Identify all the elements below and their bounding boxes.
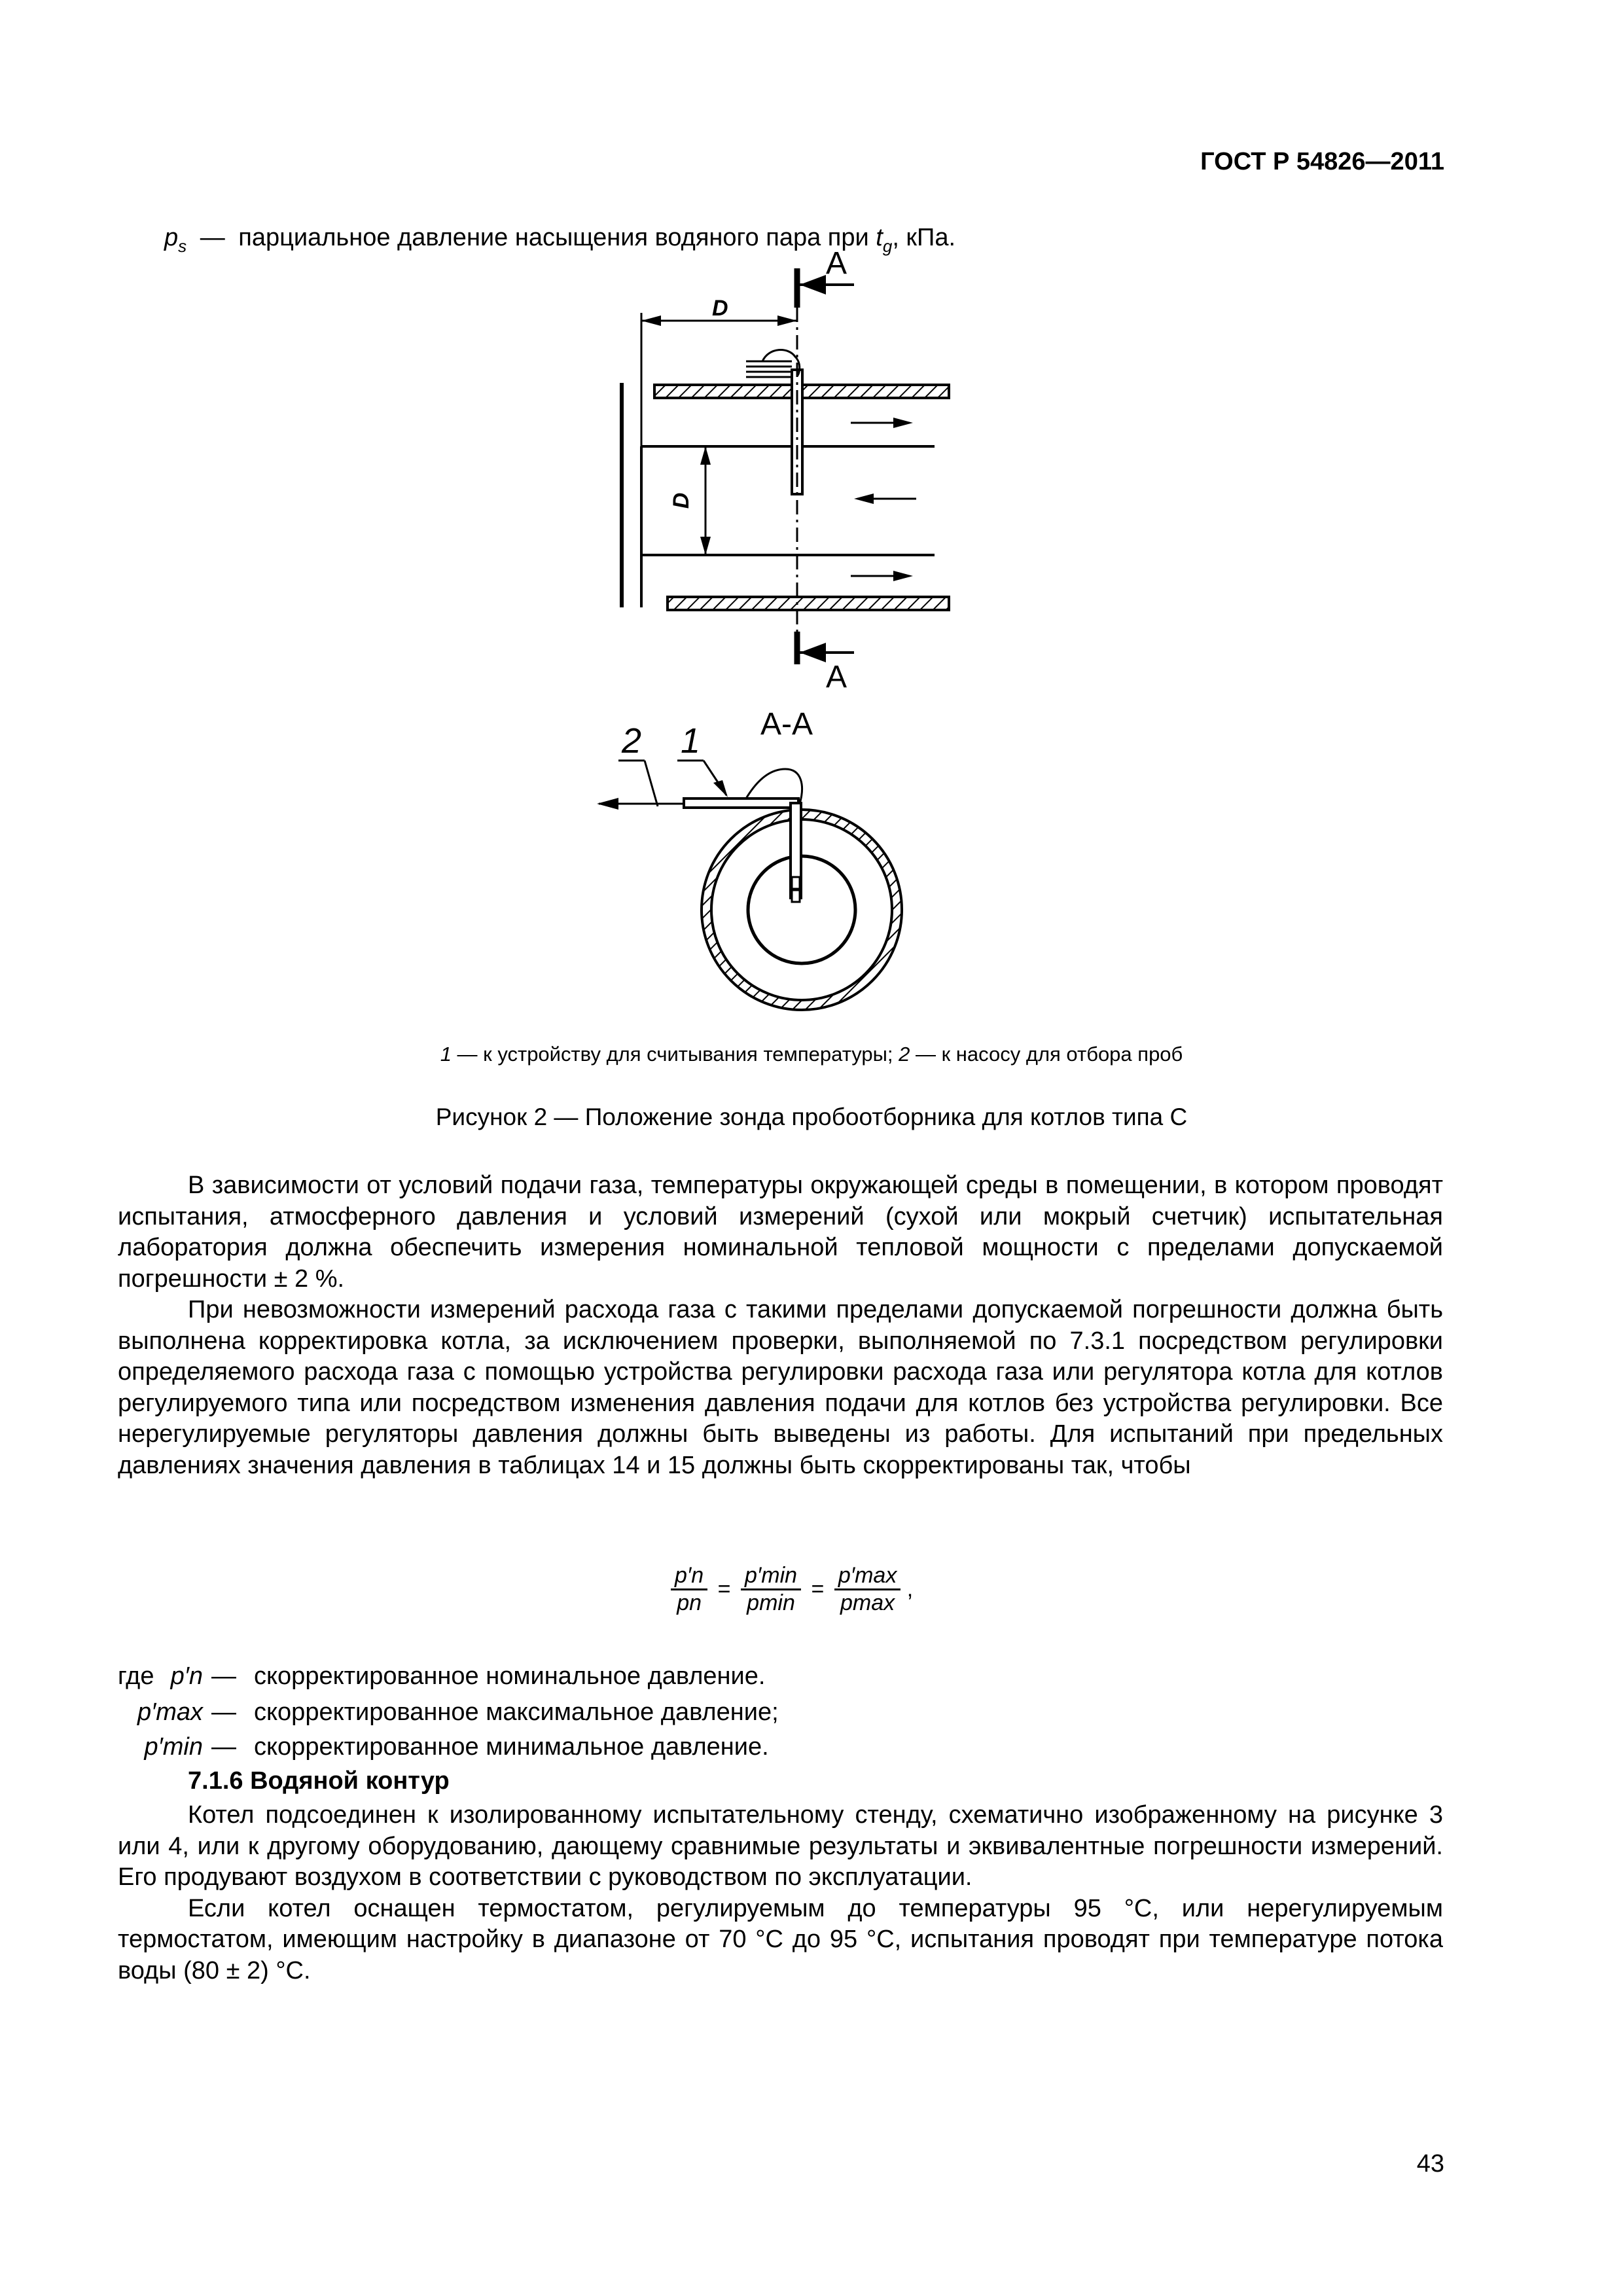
flow-arrow-bottom: [851, 571, 913, 581]
tg-subscript: g: [882, 236, 893, 256]
legend-text-1: — к устройству для считывания температуры;: [451, 1043, 899, 1066]
section-mark-top: [797, 246, 854, 308]
definition-row: [0, 1698, 1623, 1731]
formula-den-3: pmax: [840, 1590, 895, 1615]
document-header: ГОСТ Р 54826—2011: [1200, 148, 1444, 175]
formula-eq-2: =: [811, 1577, 825, 1602]
formula-num-3: p′max: [834, 1563, 901, 1590]
flow-arrow-top: [851, 418, 913, 428]
figure-caption: Рисунок 2 — Положение зонда пробоотборника для котлов типа С: [435, 1103, 1188, 1130]
formula-den-1: pn: [677, 1590, 702, 1615]
dimension-d-vertical: [669, 446, 711, 555]
definition-text: скорректированное номинальное давление.: [254, 1662, 766, 1690]
definition-row: [0, 1733, 1623, 1766]
legend-text-2: — к насосу для отбора проб: [910, 1043, 1183, 1066]
where-word: где: [118, 1662, 154, 1690]
page-number: 43: [1416, 2150, 1444, 2178]
section-pipes: [702, 803, 902, 1010]
section-body: [118, 1800, 1443, 1986]
formula-tail: ,: [906, 1577, 914, 1602]
section-label-bottom: A: [826, 660, 847, 694]
ps-subscript: s: [178, 236, 187, 256]
legend-num-1: 1: [440, 1043, 452, 1066]
section-mark-bottom: [797, 632, 854, 694]
definition-text: скорректированное максимальное давление;: [254, 1698, 779, 1726]
dimension-d-vertical-label: D: [669, 492, 694, 509]
section-label-top: A: [826, 246, 847, 281]
section-heading: 7.1.6 Водяной контур: [188, 1767, 450, 1795]
section-paragraph-2: Если котел оснащен термостатом, регулируемым до температуры 95 °С, или нерегулируемым термостатом, имеющим настройку в диапазоне от 70 °С до 95 °С, испытания проводят при температуре потока воды (80 ± 2) °С.: [118, 1894, 1443, 1984]
definition-dash: —: [211, 1733, 236, 1761]
tg-symbol: t: [876, 224, 883, 251]
pressure-formula: [671, 1563, 913, 1616]
figure-legend: [0, 1043, 1623, 1066]
definition-text: скорректированное минимальное давление.: [254, 1733, 769, 1761]
definition-symbol: p′n: [170, 1662, 203, 1690]
section-title: A-A: [760, 707, 813, 742]
legend-num-2: 2: [899, 1043, 910, 1066]
formula-eq-1: =: [717, 1577, 731, 1602]
callout-2: 2: [622, 721, 642, 761]
pump-arrow: [597, 798, 687, 810]
definition-symbol: p′min: [144, 1733, 203, 1761]
definition-symbol: p′max: [137, 1698, 203, 1726]
sampling-probe: [746, 350, 802, 494]
formula-num-2: p′min: [741, 1563, 801, 1590]
flow-arrow-middle: [854, 493, 916, 504]
definition-dash: —: [211, 1662, 236, 1690]
callout-1: 1: [681, 721, 701, 761]
figure-2-drawing: [0, 0, 1623, 1047]
paragraph-1: В зависимости от условий подачи газа, температуры окружающей среды в помещении, в котором проводят испытания, атмосферного давления и условий измерений (сухой или мокрый счетчик) испытательная лаборатория должна обеспечить измерения номинальной тепловой мощности с пределами допускаемой погрешности ± 2 %.: [118, 1172, 1443, 1293]
dimension-d-horizontal-label: D: [712, 296, 728, 321]
body-text: [118, 1170, 1443, 1481]
section-probe: [684, 769, 802, 808]
section-paragraph-1: Котел подсоединен к изолированному испытательному стенду, схематично изображенному на рисунке 3 или 4, или к другому оборудованию, дающему сравнимые результаты и эквивалентные погрешности измерений. Его продувают воздухом в соответствии с руководством по эксплуатации.: [118, 1801, 1443, 1891]
definition-dash: —: [211, 1698, 236, 1726]
ps-text: парциальное давление насыщения водяного пара при: [238, 224, 869, 251]
paragraph-2: При невозможности измерений расхода газа с такими пределами допускаемой погрешности должна быть выполнена корректировка котла, за исключением проверки, выполняемой по 7.3.1 посредством регулировки определяемого расхода газа с помощью устройства регулировки расхода газа или регулятора котла для котлов регулируемого типа или посредством изменения давления подачи для котлов без устройства регулировки. Все нерегулируемые регуляторы давления должны быть выведены из работы. Для испытаний при предельных давлениях значения давления в таблицах 14 и 15 должны быть скорректированы так, чтобы: [118, 1296, 1443, 1479]
ps-tail: , кПа.: [892, 224, 956, 251]
ps-dash: —: [200, 224, 225, 251]
formula-num-1: p′n: [671, 1563, 707, 1590]
outer-pipe-wall-bottom: [668, 597, 949, 610]
formula-den-2: pmin: [747, 1590, 795, 1615]
ps-symbol: p: [164, 224, 179, 251]
definition-row: [0, 1662, 1623, 1695]
